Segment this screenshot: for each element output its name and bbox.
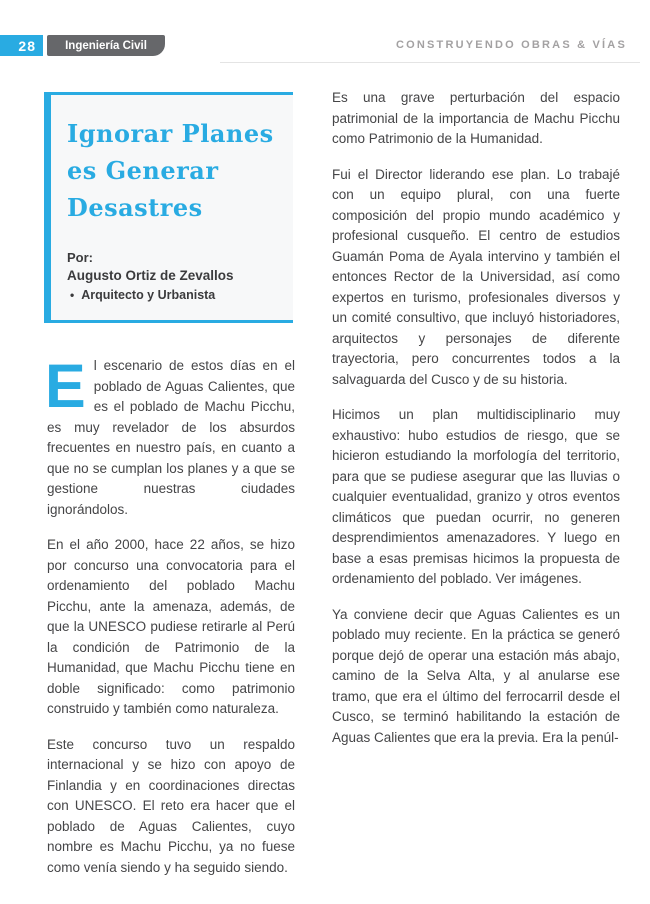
- bullet-icon: •: [70, 288, 75, 302]
- page-number-badge: 28: [0, 35, 43, 56]
- paragraph-text: l escenario de estos días en el poblado de Aguas Calientes, que es el poblado de Machu Picchu, es muy revelador de los absurdos frecuentes en nuestro país, en cuanto a que no se cumplan los planes y a que se gestione nuestras ciudades ignorándolos.: [47, 358, 295, 517]
- byline: [67, 249, 281, 304]
- byline-label: Por:: [67, 250, 93, 265]
- author-role-row: [67, 286, 281, 304]
- paragraph: Es una grave perturbación del espacio patrimonial de la importancia de Machu Picchu como Patrimonio de la Humanidad.: [332, 90, 620, 146]
- magazine-title: CONSTRUYENDO OBRAS & VÍAS: [395, 39, 627, 51]
- author-name: Augusto Ortiz de Zevallos: [67, 268, 234, 283]
- right-column: [332, 88, 620, 763]
- paragraph-dropcap: [45, 352, 295, 520]
- header-divider: [220, 62, 640, 63]
- paragraph: Este concurso tuvo un respaldo internacional y se hizo con apoyo de Finlandia y en coordinaciones directas con UNESCO. El reto era hacer que el poblado de Aguas Calientes, cuyo nombre es Machu Picchu, ya no fuese como venía siendo y ha seguido siendo.: [47, 736, 295, 875]
- drop-cap: E: [45, 352, 86, 420]
- article-title-box: [44, 92, 293, 323]
- article-title: Ignorar Planes es Generar Desastres: [67, 119, 274, 222]
- section-badge: Ingeniería Civil: [47, 35, 165, 56]
- paragraph: Hicimos un plan multidisciplinario muy exhaustivo: hubo estudios de riesgo, que se hicieron estudiando la morfología del territorio, para que se pudiese asegurar que las lluvias o cualquier eventualidad, granizo y otros eventos climáticos que puedan ocurrir, no generen desprendimientos amenazadores. Y luego en base a esas premisas hicimos la propuesta de ordenamiento del poblado. Ver imágenes.: [332, 407, 620, 586]
- paragraph: Ya conviene decir que Aguas Calientes es un poblado muy reciente. En la práctica se generó porque dejó de operar una estación más abajo, camino de la Selva Alta, y al anularse ese tramo, que era el último del ferrocarril desde el Cusco, se terminó habilitando la estación de Aguas Calientes que era la previa. Era la penúl-: [332, 606, 620, 745]
- paragraph: Fui el Director liderando ese plan. Lo trabajé con un equipo plural, con una fuerte composición del propio mundo académico y profesional cusqueño. El centro de estudios Guamán Poma de Ayala intervino y también el entonces Rector de la Universidad, así como expertos en turismo, profesionales diversos y un comité consultivo, que incluyó historiadores, arquitectos y personajes de diferente trayectoria, pero concurrentes todos a la salvaguarda del Cusco y de su historia.: [332, 166, 620, 387]
- paragraph: En el año 2000, hace 22 años, se hizo por concurso una convocatoria para el ordenamiento del poblado Machu Picchu, ante la amenaza, además, de que la UNESCO pudiese retirarle al Perú la condición de Patrimonio de la Humanidad, que Machu Picchu tiene en doble significado: como patrimonio construido y también como naturaleza.: [47, 537, 295, 716]
- left-column: [45, 352, 295, 893]
- author-role: Arquitecto y Urbanista: [81, 288, 216, 302]
